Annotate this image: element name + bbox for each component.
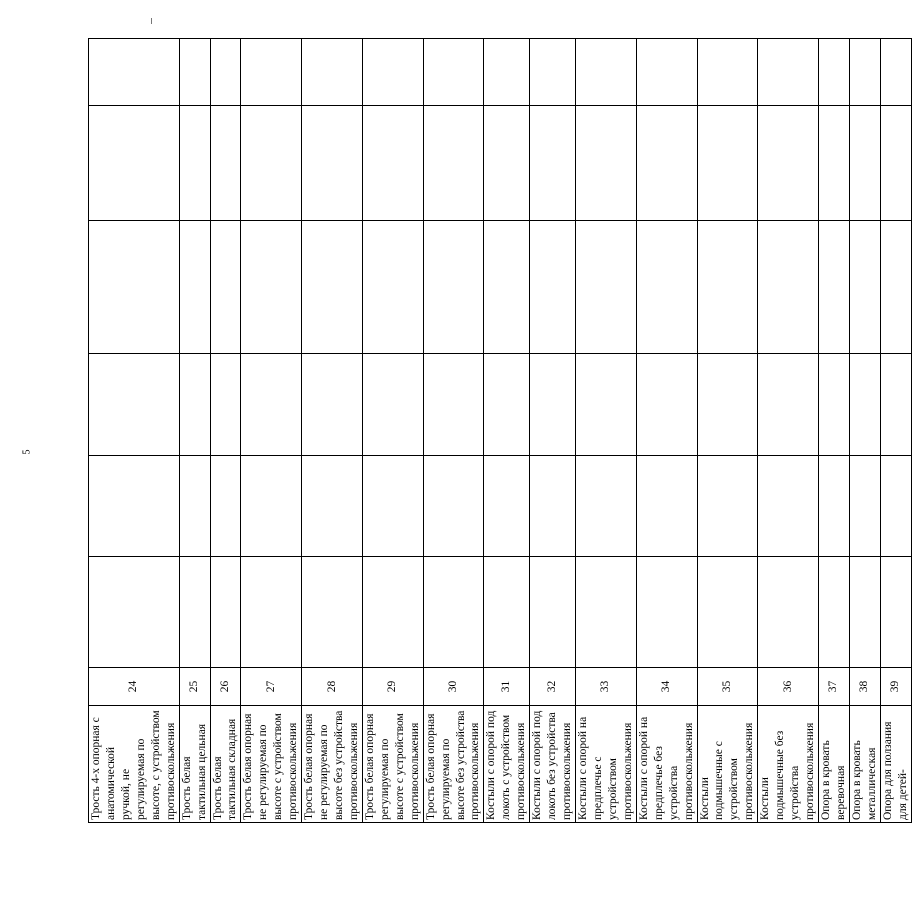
item-number: 38 — [849, 668, 880, 706]
empty-cell — [849, 106, 880, 221]
item-name: Трость 4-х опорная с анатомической ручкой, не регулируемая по высоте, с устройством противоскольжения — [89, 706, 180, 823]
item-number: 30 — [423, 668, 484, 706]
empty-cell — [89, 106, 180, 221]
item-number: 27 — [241, 668, 302, 706]
empty-cell — [302, 354, 363, 456]
empty-cell — [880, 39, 911, 106]
empty-cell — [362, 39, 423, 106]
empty-cell — [179, 106, 210, 221]
item-number: 26 — [210, 668, 241, 706]
empty-cell — [241, 354, 302, 456]
empty-cell — [849, 221, 880, 354]
empty-cell — [241, 221, 302, 354]
empty-cell — [758, 221, 819, 354]
empty-cell — [576, 354, 637, 456]
page-number: 5 — [21, 449, 33, 455]
empty-cell — [362, 106, 423, 221]
empty-cell — [423, 456, 484, 557]
empty-cell — [210, 221, 241, 354]
table-row — [636, 39, 697, 823]
table-row — [530, 39, 576, 823]
empty-cell — [241, 39, 302, 106]
empty-cell — [484, 39, 530, 106]
empty-cell — [576, 221, 637, 354]
empty-cell — [758, 557, 819, 668]
empty-cell — [89, 221, 180, 354]
table-row — [849, 39, 880, 823]
empty-cell — [576, 39, 637, 106]
empty-cell — [241, 106, 302, 221]
empty-cell — [636, 106, 697, 221]
empty-cell — [179, 221, 210, 354]
empty-cell — [423, 106, 484, 221]
item-name: Трость белая опорная не регулируемая по высоте с устройством противоскольжения — [241, 706, 302, 823]
item-name: Трость белая опорная регулируемая по высоте без устройства противоскольжения — [423, 706, 484, 823]
empty-cell — [210, 354, 241, 456]
empty-cell — [530, 456, 576, 557]
empty-cell — [362, 221, 423, 354]
item-name: Костыли с опорой под локоть без устройства противоскольжения — [530, 706, 576, 823]
empty-cell — [576, 456, 637, 557]
item-name: Трость белая тактильная складная — [210, 706, 241, 823]
empty-cell — [697, 106, 758, 221]
empty-cell — [819, 557, 850, 668]
item-number: 36 — [758, 668, 819, 706]
item-name: Трость белая тактильная цельная — [179, 706, 210, 823]
item-name: Трость белая опорная не регулируемая по высоте без устройства противоскольжения — [302, 706, 363, 823]
empty-cell — [530, 557, 576, 668]
empty-cell — [849, 354, 880, 456]
table-row — [697, 39, 758, 823]
scan-mark — [151, 18, 152, 24]
item-number: 32 — [530, 668, 576, 706]
empty-cell — [484, 221, 530, 354]
empty-cell — [819, 456, 850, 557]
empty-cell — [423, 221, 484, 354]
empty-cell — [819, 221, 850, 354]
empty-cell — [636, 354, 697, 456]
empty-cell — [697, 221, 758, 354]
empty-cell — [302, 106, 363, 221]
empty-cell — [179, 456, 210, 557]
empty-cell — [530, 106, 576, 221]
item-number: 35 — [697, 668, 758, 706]
empty-cell — [530, 354, 576, 456]
table-row — [179, 39, 210, 823]
item-name: Трость белая опорная регулируемая по высоте с устройством противоскольжения — [362, 706, 423, 823]
table-row — [758, 39, 819, 823]
empty-cell — [179, 557, 210, 668]
empty-cell — [423, 557, 484, 668]
item-name: Костыли с опорой на предплечье без устройства противоскольжения — [636, 706, 697, 823]
empty-cell — [89, 557, 180, 668]
empty-cell — [636, 456, 697, 557]
item-number: 25 — [179, 668, 210, 706]
empty-cell — [302, 456, 363, 557]
item-number: 39 — [880, 668, 911, 706]
empty-cell — [362, 557, 423, 668]
item-number: 33 — [576, 668, 637, 706]
item-number: 29 — [362, 668, 423, 706]
empty-cell — [819, 39, 850, 106]
table-row — [89, 39, 180, 823]
empty-cell — [576, 557, 637, 668]
empty-cell — [880, 106, 911, 221]
empty-cell — [849, 456, 880, 557]
empty-cell — [849, 39, 880, 106]
empty-cell — [302, 557, 363, 668]
empty-cell — [302, 39, 363, 106]
empty-cell — [530, 221, 576, 354]
item-number: 31 — [484, 668, 530, 706]
item-number: 24 — [89, 668, 180, 706]
empty-cell — [362, 456, 423, 557]
item-name: Костыли с опорой на предплечье с устройством противоскольжения — [576, 706, 637, 823]
table-row — [880, 39, 911, 823]
item-number: 28 — [302, 668, 363, 706]
table-row — [302, 39, 363, 823]
equipment-table — [88, 38, 912, 823]
empty-cell — [484, 557, 530, 668]
table-row — [819, 39, 850, 823]
empty-cell — [758, 354, 819, 456]
empty-cell — [210, 557, 241, 668]
empty-cell — [636, 221, 697, 354]
empty-cell — [697, 354, 758, 456]
empty-cell — [576, 106, 637, 221]
empty-cell — [849, 557, 880, 668]
empty-cell — [880, 557, 911, 668]
table-row — [241, 39, 302, 823]
empty-cell — [484, 456, 530, 557]
empty-cell — [89, 39, 180, 106]
empty-cell — [210, 106, 241, 221]
empty-cell — [484, 354, 530, 456]
empty-cell — [880, 456, 911, 557]
empty-cell — [423, 39, 484, 106]
empty-cell — [302, 221, 363, 354]
item-number: 37 — [819, 668, 850, 706]
empty-cell — [89, 354, 180, 456]
empty-cell — [636, 39, 697, 106]
empty-cell — [210, 456, 241, 557]
empty-cell — [179, 39, 210, 106]
empty-cell — [880, 221, 911, 354]
table-row — [210, 39, 241, 823]
item-name: Костыли подмышечные без устройства противоскольжения — [758, 706, 819, 823]
item-number: 34 — [636, 668, 697, 706]
empty-cell — [484, 106, 530, 221]
item-name: Опора в кровать металлическая — [849, 706, 880, 823]
empty-cell — [210, 39, 241, 106]
empty-cell — [636, 557, 697, 668]
empty-cell — [530, 39, 576, 106]
empty-cell — [880, 354, 911, 456]
item-name: Костыли с опорой под локоть с устройством противоскольжения — [484, 706, 530, 823]
table-row — [576, 39, 637, 823]
empty-cell — [179, 354, 210, 456]
table-row — [484, 39, 530, 823]
empty-cell — [819, 106, 850, 221]
empty-cell — [697, 456, 758, 557]
empty-cell — [697, 39, 758, 106]
empty-cell — [697, 557, 758, 668]
table-row — [423, 39, 484, 823]
empty-cell — [423, 354, 484, 456]
item-name: Опора в кровать веревочная — [819, 706, 850, 823]
item-name: Опора для ползания для детей- — [880, 706, 911, 823]
empty-cell — [758, 456, 819, 557]
empty-cell — [362, 354, 423, 456]
empty-cell — [819, 354, 850, 456]
empty-cell — [758, 39, 819, 106]
table-row — [362, 39, 423, 823]
item-name: Костыли подмышечные с устройством противоскольжения — [697, 706, 758, 823]
empty-cell — [89, 456, 180, 557]
empty-cell — [758, 106, 819, 221]
empty-cell — [241, 557, 302, 668]
rotated-page-content — [88, 39, 909, 823]
empty-cell — [241, 456, 302, 557]
